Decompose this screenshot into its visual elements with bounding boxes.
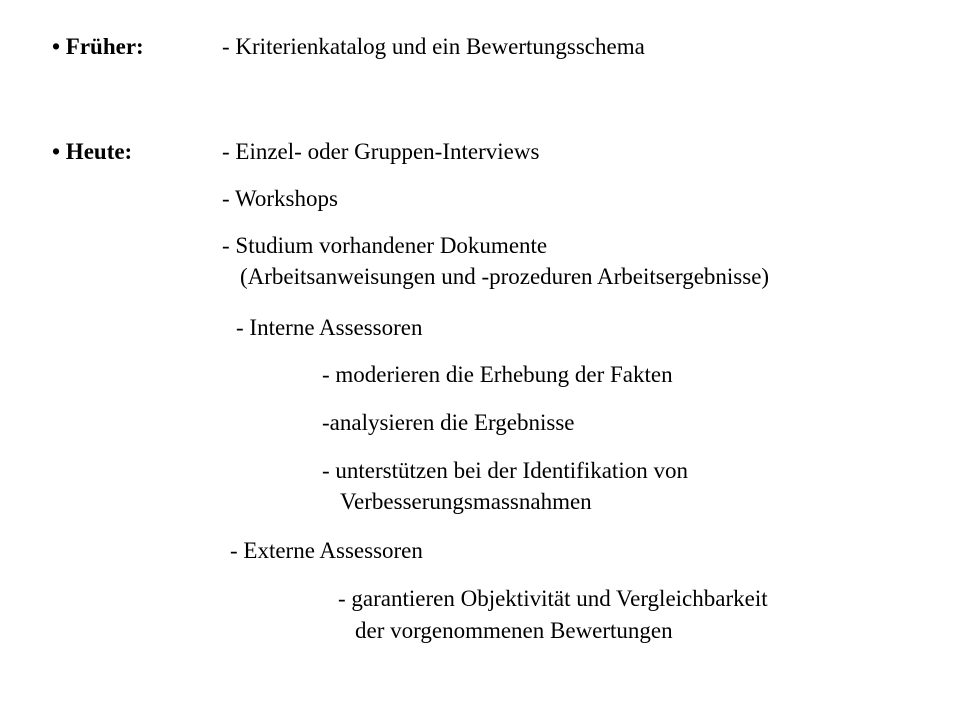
interne-item-unterstuetzen-cont: Verbesserungsmassnahmen [340, 489, 592, 514]
interne-item-analysieren: -analysieren die Ergebnisse [322, 410, 575, 435]
heute-item-interviews: - Einzel- oder Gruppen-Interviews [222, 139, 540, 164]
frueher-item: - Kriterienkatalog und ein Bewertungsschema [222, 34, 645, 59]
interne-item-moderieren: - moderieren die Erhebung der Fakten [322, 362, 673, 387]
heute-label: • Heute: [52, 139, 133, 164]
heute-item-dokumente-detail: (Arbeitsanweisungen und -prozeduren Arbeitsergebnisse) [240, 264, 770, 289]
heute-item-workshops: - Workshops [222, 186, 338, 211]
interne-item-unterstuetzen: - unterstützen bei der Identifikation von [322, 458, 688, 483]
interne-assessoren-heading: - Interne Assessoren [236, 315, 423, 340]
heute-item-dokumente: - Studium vorhandener Dokumente [222, 233, 548, 258]
externe-assessoren-heading: - Externe Assessoren [230, 538, 423, 563]
externe-item-garantieren-cont: der vorgenommenen Bewertungen [355, 618, 673, 643]
frueher-label: • Früher: [52, 34, 144, 59]
externe-item-garantieren: - garantieren Objektivität und Vergleichbarkeit [338, 586, 768, 611]
